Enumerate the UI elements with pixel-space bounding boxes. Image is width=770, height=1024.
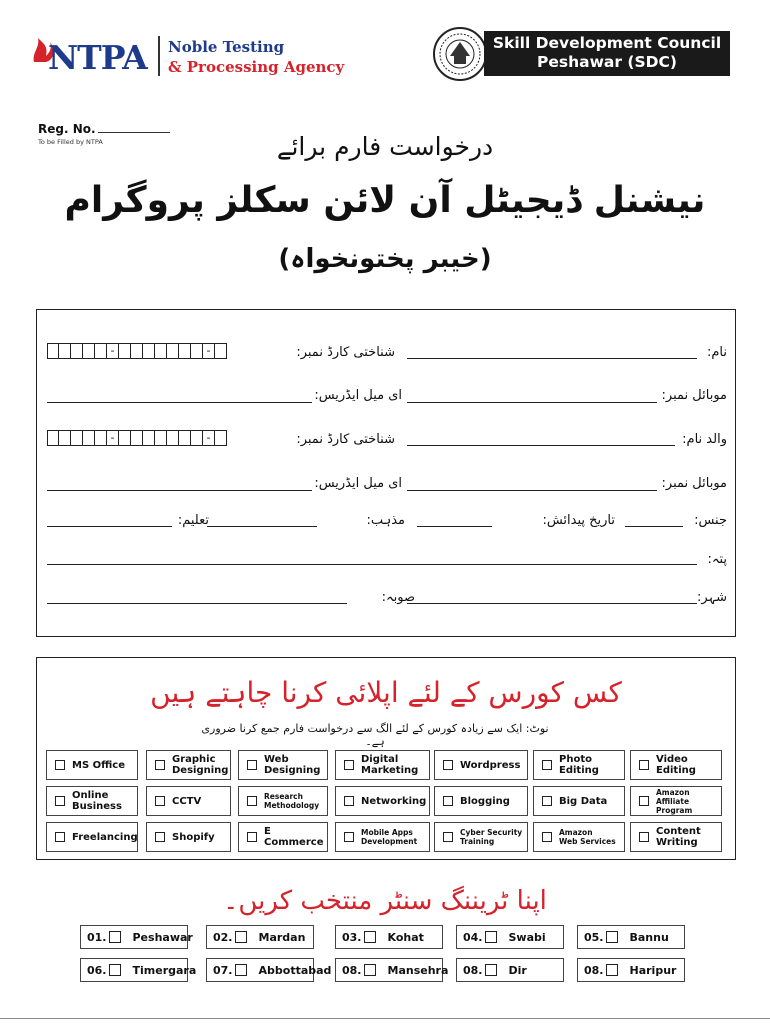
course-option[interactable] — [335, 822, 430, 852]
course-option[interactable] — [46, 822, 138, 852]
course-label: Freelancing — [72, 831, 138, 843]
course-label: Big Data — [559, 795, 608, 807]
address-label: پتہ: — [707, 552, 727, 567]
father-name-label: والد نام: — [682, 432, 727, 447]
mobile-label: موبائل نمبر: — [661, 388, 727, 403]
center-number: 01. — [87, 930, 107, 944]
course-checkbox[interactable] — [55, 796, 65, 806]
center-checkbox[interactable] — [109, 964, 121, 976]
email-field[interactable] — [47, 402, 312, 403]
center-number: 07. — [213, 963, 233, 977]
cnic-boxes[interactable]: - - — [47, 343, 227, 359]
course-checkbox[interactable] — [443, 760, 453, 770]
course-option[interactable] — [146, 822, 231, 852]
center-number: 08. — [584, 963, 604, 977]
center-label: Abbottabad — [258, 963, 332, 977]
course-checkbox[interactable] — [247, 760, 257, 770]
personal-info-section — [36, 309, 736, 637]
dob-label: تاریخ پیدائش: — [542, 513, 615, 528]
name-label: نام: — [706, 345, 727, 360]
course-option[interactable] — [630, 822, 722, 852]
center-checkbox[interactable] — [485, 964, 497, 976]
course-label: Online Business — [72, 790, 122, 812]
center-label: Timergara — [132, 963, 197, 977]
form-title-main: نیشنل ڈیجیٹل آن لائن سکلز پروگرام — [64, 180, 706, 221]
center-option[interactable] — [335, 925, 443, 949]
form-title-line1: درخواست فارم برائے — [276, 132, 494, 161]
course-label: Amazon Affiliate Program — [656, 787, 693, 815]
page-bottom-rule — [0, 1018, 770, 1019]
course-option[interactable] — [238, 822, 328, 852]
ntpa-name-line1: Noble Testing — [168, 38, 285, 56]
course-label: Networking — [361, 795, 427, 807]
father-mobile-label: موبائل نمبر: — [661, 476, 727, 491]
religion-label: مذہب: — [366, 513, 405, 528]
course-checkbox[interactable] — [443, 796, 453, 806]
center-label: Peshawar — [132, 930, 193, 944]
center-label: Mardan — [258, 930, 306, 944]
course-label: Video Editing — [656, 754, 696, 776]
course-option[interactable] — [238, 786, 328, 816]
center-checkbox[interactable] — [364, 931, 376, 943]
center-option[interactable] — [206, 958, 332, 982]
course-checkbox[interactable] — [443, 832, 453, 842]
course-checkbox[interactable] — [55, 832, 65, 842]
course-label: Research Methodology — [264, 792, 320, 810]
course-checkbox[interactable] — [542, 796, 552, 806]
center-option[interactable] — [335, 958, 449, 982]
course-checkbox[interactable] — [344, 760, 354, 770]
sdc-line1: Skill Development Council — [492, 34, 722, 52]
course-label: CCTV — [172, 795, 202, 807]
course-checkbox[interactable] — [542, 760, 552, 770]
course-label: Digital Marketing — [361, 754, 419, 776]
center-label: Mansehra — [387, 963, 449, 977]
course-option[interactable] — [533, 750, 625, 780]
course-checkbox[interactable] — [55, 760, 65, 770]
course-label: Amazon Web Services — [559, 828, 616, 846]
center-number: 06. — [87, 963, 107, 977]
center-number: 08. — [463, 963, 483, 977]
center-option[interactable] — [577, 958, 685, 982]
father-email-field[interactable] — [47, 490, 312, 491]
course-note: نوٹ: ایک سے زیادہ کورس کے لئے الگ سے درخواست فارم جمع کرنا ضروری ہے۔ — [201, 722, 549, 748]
course-label: MS Office — [72, 759, 125, 771]
gender-label: جنس: — [694, 513, 727, 528]
center-heading: اپنا ٹریننگ سنٹر منتخب کریں۔ — [223, 886, 547, 916]
course-option[interactable] — [630, 786, 722, 816]
course-heading: کس کورس کے لئے اپلائی کرنا چاہتے ہیں — [150, 676, 622, 709]
center-checkbox[interactable] — [235, 964, 247, 976]
center-option[interactable] — [456, 925, 564, 949]
mobile-field[interactable] — [407, 402, 657, 403]
sdc-line2: Peshawar (SDC) — [537, 53, 677, 71]
course-checkbox[interactable] — [542, 832, 552, 842]
course-option[interactable] — [533, 786, 625, 816]
course-label: E Commerce — [264, 826, 324, 848]
center-option[interactable] — [456, 958, 564, 982]
city-field[interactable] — [407, 603, 697, 604]
dob-field[interactable] — [417, 526, 492, 527]
center-label: Kohat — [387, 930, 424, 944]
course-label: Photo Editing — [559, 754, 599, 776]
course-checkbox[interactable] — [155, 760, 165, 770]
center-label: Bannu — [629, 930, 669, 944]
course-option[interactable] — [46, 786, 138, 816]
course-checkbox[interactable] — [155, 796, 165, 806]
father-email-label: ای میل ایڈریس: — [314, 476, 402, 491]
course-option[interactable] — [630, 750, 722, 780]
course-checkbox[interactable] — [247, 796, 257, 806]
course-label: Mobile Apps Development — [361, 828, 418, 846]
province-field[interactable] — [47, 603, 347, 604]
course-option[interactable] — [146, 750, 231, 780]
center-checkbox[interactable] — [606, 964, 618, 976]
course-label: Graphic Designing — [172, 754, 229, 776]
course-option[interactable] — [335, 786, 430, 816]
course-label: Shopify — [172, 831, 215, 843]
course-checkbox[interactable] — [155, 832, 165, 842]
center-option[interactable] — [577, 925, 685, 949]
gender-field[interactable] — [625, 526, 683, 527]
education-field[interactable] — [47, 526, 172, 527]
center-checkbox[interactable] — [364, 964, 376, 976]
course-checkbox[interactable] — [639, 760, 649, 770]
center-option[interactable] — [206, 925, 314, 949]
course-checkbox[interactable] — [639, 796, 649, 806]
religion-field[interactable] — [207, 526, 317, 527]
course-label: Content Writing — [656, 826, 701, 848]
course-option[interactable] — [146, 786, 231, 816]
course-checkbox[interactable] — [344, 796, 354, 806]
course-option[interactable] — [434, 750, 528, 780]
father-name-field[interactable] — [407, 445, 675, 446]
course-label: Web Designing — [264, 754, 321, 776]
center-number: 04. — [463, 930, 483, 944]
cnic-label: شناختی کارڈ نمبر: — [296, 345, 395, 360]
center-checkbox[interactable] — [109, 931, 121, 943]
center-checkbox[interactable] — [606, 931, 618, 943]
center-label: Haripur — [629, 963, 677, 977]
province-label: صوبہ: — [381, 590, 415, 605]
email-label: ای میل ایڈریس: — [314, 388, 402, 403]
center-checkbox[interactable] — [485, 931, 497, 943]
course-checkbox[interactable] — [247, 832, 257, 842]
reg-no-note: To be Filled by NTPA — [38, 138, 103, 146]
center-label: Dir — [508, 963, 527, 977]
course-option[interactable] — [533, 822, 625, 852]
course-checkbox[interactable] — [344, 832, 354, 842]
sdc-banner — [484, 31, 730, 76]
course-option[interactable] — [238, 750, 328, 780]
address-field[interactable] — [47, 564, 697, 565]
sdc-seal-icon — [432, 26, 488, 82]
course-label: Blogging — [460, 795, 510, 807]
reg-no-label: Reg. No. — [38, 122, 96, 136]
center-number: 05. — [584, 930, 604, 944]
center-number: 02. — [213, 930, 233, 944]
course-option[interactable] — [434, 786, 528, 816]
city-label: شہر: — [696, 590, 727, 605]
center-option[interactable] — [80, 958, 197, 982]
course-checkbox[interactable] — [639, 832, 649, 842]
father-cnic-boxes[interactable]: - - — [47, 430, 227, 446]
course-label: Wordpress — [460, 759, 521, 771]
course-label: Cyber Security Training — [460, 828, 523, 846]
ntpa-logo-text: NTPA — [48, 38, 147, 77]
center-label: Swabi — [508, 930, 546, 944]
father-mobile-field[interactable] — [407, 490, 657, 491]
logo-divider — [158, 36, 160, 76]
form-title-region: (خیبر پختونخواہ) — [278, 244, 492, 274]
center-number: 03. — [342, 930, 362, 944]
course-option[interactable] — [434, 822, 528, 852]
father-cnic-label: شناختی کارڈ نمبر: — [296, 432, 395, 447]
course-option[interactable] — [46, 750, 138, 780]
center-option[interactable] — [80, 925, 193, 949]
education-label: تعلیم: — [177, 513, 209, 528]
name-field[interactable] — [407, 358, 697, 359]
ntpa-name-line2: & Processing Agency — [168, 58, 345, 76]
center-checkbox[interactable] — [235, 931, 247, 943]
center-number: 08. — [342, 963, 362, 977]
course-option[interactable] — [335, 750, 430, 780]
